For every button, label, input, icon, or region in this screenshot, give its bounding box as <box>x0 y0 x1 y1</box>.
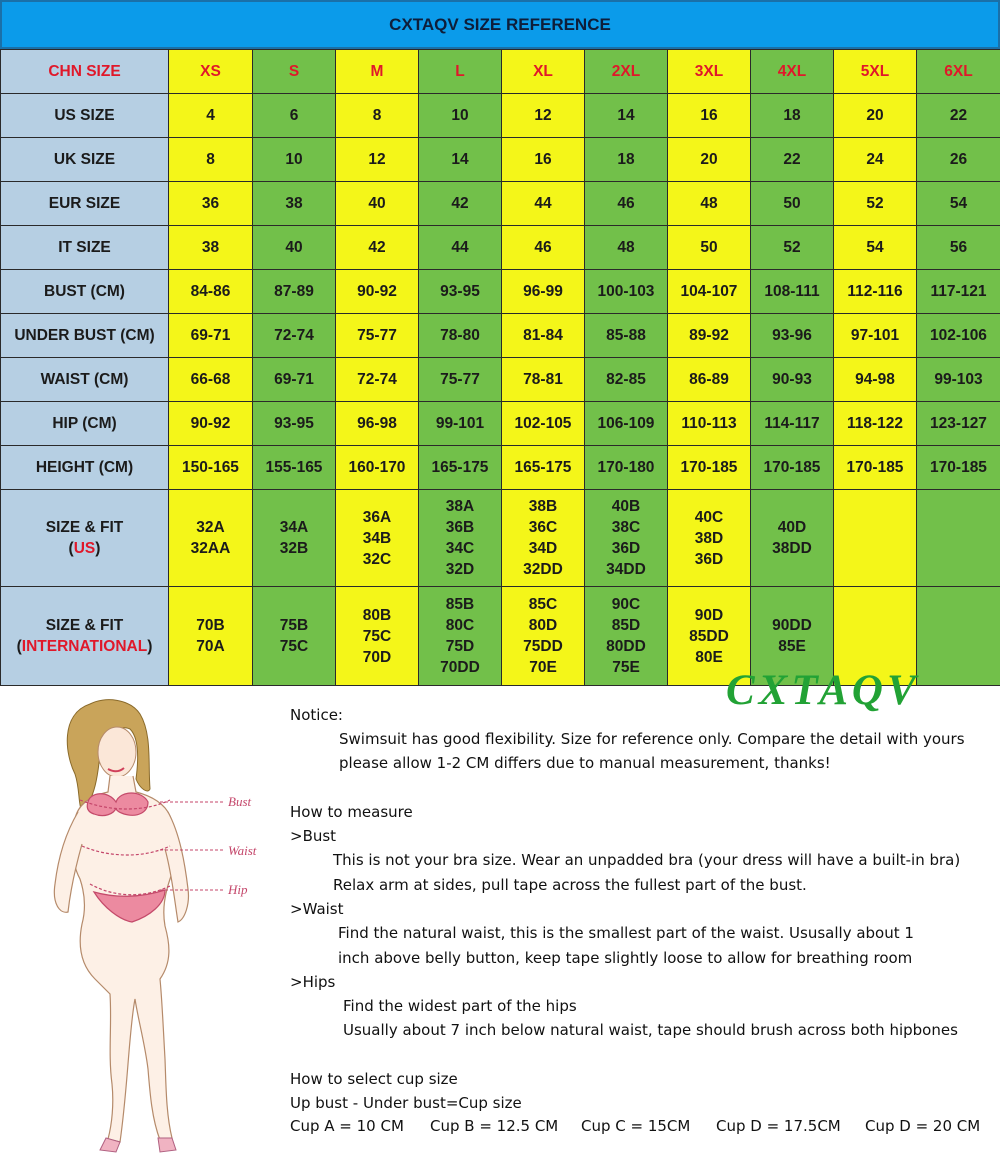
row-label: EUR SIZE <box>1 182 169 226</box>
row-label: IT SIZE <box>1 226 169 270</box>
fit-value: 70A <box>196 638 225 655</box>
size-cell: 48 <box>668 182 751 226</box>
fit-value: 40C <box>694 508 724 526</box>
row-label: CHN SIZE <box>1 50 169 94</box>
size-cell: 22 <box>917 94 1000 138</box>
fit-cell <box>419 490 502 587</box>
size-cell: 102-106 <box>917 314 1000 358</box>
size-cell: 108-111 <box>751 270 834 314</box>
fit-value: 38B <box>528 498 558 515</box>
size-cell: 78-80 <box>419 314 502 358</box>
size-cell: 46 <box>502 226 585 270</box>
row-label: HIP (CM) <box>1 402 169 446</box>
size-row <box>1 358 1000 402</box>
fit-value: 32AA <box>190 540 231 557</box>
size-row <box>1 94 1000 138</box>
size-cell: 165-175 <box>419 446 502 490</box>
size-cell: 44 <box>419 226 502 270</box>
fit-value: 36B <box>445 519 475 536</box>
size-cell: 94-98 <box>834 358 917 402</box>
size-cell: 4 <box>169 94 253 138</box>
size-cell: 38 <box>169 226 253 270</box>
fit-value: 40D <box>777 519 807 536</box>
chart-title: CXTAQV SIZE REFERENCE <box>0 0 1000 49</box>
size-cell: 38 <box>253 182 336 226</box>
hips-line-2: Usually about 7 inch below natural waist, tape should brush across both hipbones <box>343 1021 958 1039</box>
size-cell: 3XL <box>668 50 751 94</box>
size-cell: 10 <box>419 94 502 138</box>
size-cell: 2XL <box>585 50 668 94</box>
size-cell: 54 <box>834 226 917 270</box>
fit-label-sub: (INTERNATIONAL) <box>16 638 153 655</box>
size-cell: 14 <box>419 138 502 182</box>
size-cell: 99-101 <box>419 402 502 446</box>
fit-value: 90DD <box>772 617 812 634</box>
size-cell: 48 <box>585 226 668 270</box>
size-cell: 5XL <box>834 50 917 94</box>
fit-cell <box>917 490 1000 587</box>
fit-value: 80E <box>695 648 723 666</box>
size-cell: 160-170 <box>336 446 419 490</box>
size-cell: 86-89 <box>668 358 751 402</box>
notice-heading: Notice: <box>290 706 343 724</box>
size-cell: 72-74 <box>336 358 419 402</box>
size-cell: 170-180 <box>585 446 668 490</box>
size-cell: 90-92 <box>169 402 253 446</box>
size-cell: 93-95 <box>253 402 336 446</box>
size-cell: 78-81 <box>502 358 585 402</box>
size-cell: 93-95 <box>419 270 502 314</box>
notice-line-2: please allow 1-2 CM differs due to manual measurement, thanks! <box>339 754 831 772</box>
size-cell: 40 <box>253 226 336 270</box>
fit-cell <box>502 587 585 686</box>
cup-d: Cup D = 17.5CM <box>716 1117 841 1135</box>
fit-value: 38C <box>611 519 641 536</box>
size-cell: 8 <box>169 138 253 182</box>
size-cell: 82-85 <box>585 358 668 402</box>
size-cell: 50 <box>751 182 834 226</box>
row-label: UK SIZE <box>1 138 169 182</box>
size-cell: 84-86 <box>169 270 253 314</box>
size-cell: 165-175 <box>502 446 585 490</box>
fit-value: 85D <box>611 617 641 634</box>
fit-value: 38D <box>694 529 724 547</box>
fit-value: 85C <box>528 596 558 613</box>
size-cell: 97-101 <box>834 314 917 358</box>
size-row <box>1 138 1000 182</box>
row-label <box>1 587 169 686</box>
fit-cell <box>169 490 253 587</box>
size-cell: 18 <box>751 94 834 138</box>
size-cell: XL <box>502 50 585 94</box>
size-cell: 12 <box>336 138 419 182</box>
fit-value: 70B <box>196 617 225 634</box>
size-cell: 69-71 <box>169 314 253 358</box>
fit-cell <box>336 587 419 686</box>
size-cell: 110-113 <box>668 402 751 446</box>
cup-heading: How to select cup size <box>290 1070 458 1088</box>
size-cell: 150-165 <box>169 446 253 490</box>
size-cell: 69-71 <box>253 358 336 402</box>
size-cell: 52 <box>751 226 834 270</box>
size-cell: 118-122 <box>834 402 917 446</box>
size-cell: 56 <box>917 226 1000 270</box>
fit-label-sub: (US) <box>68 540 101 557</box>
cup-c: Cup C = 15CM <box>581 1117 691 1135</box>
size-cell: 102-105 <box>502 402 585 446</box>
bust-line-1: This is not your bra size. Wear an unpadded bra (your dress will have a built-in bra) <box>333 851 961 869</box>
size-cell: 75-77 <box>336 314 419 358</box>
size-cell: 26 <box>917 138 1000 182</box>
fit-value: 34A <box>279 519 309 536</box>
measure-heading: How to measure <box>290 803 413 821</box>
fit-value: 70DD <box>440 659 480 676</box>
waist-label: Waist <box>228 843 257 858</box>
fit-value: 32C <box>362 550 392 568</box>
size-cell: 20 <box>834 94 917 138</box>
size-cell: 75-77 <box>419 358 502 402</box>
bust-heading: >Bust <box>290 827 337 845</box>
size-cell: 4XL <box>751 50 834 94</box>
fit-cell <box>585 587 668 686</box>
size-cell: 170-185 <box>751 446 834 490</box>
fit-value: 36A <box>362 508 392 526</box>
size-cell: 12 <box>502 94 585 138</box>
fit-value: 90D <box>694 606 724 624</box>
fit-label-main: SIZE & FIT <box>45 617 124 634</box>
fit-value: 36D <box>694 550 724 568</box>
fit-value: 34C <box>445 540 475 557</box>
waist-line-2: inch above belly button, keep tape slightly loose to allow for breathing room <box>338 949 913 967</box>
fit-cell <box>419 587 502 686</box>
size-cell: 16 <box>668 94 751 138</box>
fit-value: 75DD <box>523 638 563 655</box>
fit-value: 80C <box>445 617 475 634</box>
fit-value: 75C <box>279 638 309 655</box>
fit-value: 32A <box>196 519 225 536</box>
size-cell: 87-89 <box>253 270 336 314</box>
size-cell: 170-185 <box>668 446 751 490</box>
hips-heading: >Hips <box>290 973 336 991</box>
size-cell: 117-121 <box>917 270 1000 314</box>
waist-line-1: Find the natural waist, this is the smallest part of the waist. Ususally about 1 <box>338 924 914 942</box>
size-cell: 16 <box>502 138 585 182</box>
size-cell: 66-68 <box>169 358 253 402</box>
fit-cell <box>336 490 419 587</box>
size-cell: 89-92 <box>668 314 751 358</box>
size-cell: M <box>336 50 419 94</box>
size-row <box>1 314 1000 358</box>
size-cell: 90-92 <box>336 270 419 314</box>
fit-cell <box>585 490 668 587</box>
size-cell: 96-99 <box>502 270 585 314</box>
cup-b: Cup B = 12.5 CM <box>430 1117 559 1135</box>
body-measurement-illustration <box>20 694 270 1154</box>
fit-value: 38DD <box>772 540 812 557</box>
size-cell: 40 <box>336 182 419 226</box>
size-row <box>1 402 1000 446</box>
fit-value: 85E <box>778 638 806 655</box>
size-cell: 20 <box>668 138 751 182</box>
fit-cell <box>253 587 336 686</box>
cup-d-2: Cup D = 20 CM <box>865 1117 981 1135</box>
brand-watermark: CXTAQV <box>726 667 920 714</box>
row-label: UNDER BUST (CM) <box>1 314 169 358</box>
fit-value: 32DD <box>523 561 563 578</box>
size-cell: 100-103 <box>585 270 668 314</box>
size-cell: L <box>419 50 502 94</box>
size-row <box>1 446 1000 490</box>
hips-line-1: Find the widest part of the hips <box>343 997 577 1015</box>
fit-value: 75E <box>612 659 640 676</box>
hip-label: Hip <box>228 882 248 897</box>
size-cell: 44 <box>502 182 585 226</box>
bust-label: Bust <box>228 794 252 809</box>
fit-cell <box>668 490 751 587</box>
fit-value: 90C <box>611 596 641 613</box>
size-cell: 42 <box>419 182 502 226</box>
fit-cell <box>751 490 834 587</box>
fit-value: 32D <box>445 561 475 578</box>
size-cell: 46 <box>585 182 668 226</box>
size-cell: 42 <box>336 226 419 270</box>
fit-value: 70E <box>529 659 557 676</box>
size-cell: 170-185 <box>917 446 1000 490</box>
size-cell: XS <box>169 50 253 94</box>
size-cell: 112-116 <box>834 270 917 314</box>
size-cell: 54 <box>917 182 1000 226</box>
row-label <box>1 490 169 587</box>
fit-value: 75C <box>362 627 392 645</box>
cup-formula: Up bust - Under bust=Cup size <box>290 1094 522 1112</box>
size-cell: 18 <box>585 138 668 182</box>
fit-label-main: SIZE & FIT <box>45 519 124 536</box>
size-cell: 10 <box>253 138 336 182</box>
size-cell: 6XL <box>917 50 1000 94</box>
row-label: WAIST (CM) <box>1 358 169 402</box>
fit-cell <box>169 587 253 686</box>
fit-value: 85B <box>445 596 475 613</box>
size-cell: 81-84 <box>502 314 585 358</box>
size-table <box>0 49 1000 686</box>
fit-value: 34DD <box>606 561 646 578</box>
size-cell: S <box>253 50 336 94</box>
fit-value: 75D <box>445 638 475 655</box>
size-cell: 90-93 <box>751 358 834 402</box>
size-cell: 72-74 <box>253 314 336 358</box>
fit-row <box>1 490 1000 587</box>
fit-value: 36C <box>528 519 558 536</box>
size-cell: 52 <box>834 182 917 226</box>
size-cell: 50 <box>668 226 751 270</box>
fit-value: 38A <box>445 498 475 515</box>
size-cell: 85-88 <box>585 314 668 358</box>
fit-cell <box>502 490 585 587</box>
fit-value: 75B <box>279 617 309 634</box>
size-cell: 106-109 <box>585 402 668 446</box>
bust-line-2: Relax arm at sides, pull tape across the fullest part of the bust. <box>333 876 807 894</box>
fit-cell <box>834 490 917 587</box>
fit-value: 70D <box>362 648 392 666</box>
size-cell: 104-107 <box>668 270 751 314</box>
row-label: US SIZE <box>1 94 169 138</box>
size-cell: 99-103 <box>917 358 1000 402</box>
fit-value: 85DD <box>689 627 729 645</box>
fit-value: 80D <box>528 617 558 634</box>
size-row <box>1 270 1000 314</box>
fit-value: 36D <box>611 540 641 557</box>
notice-line-1: Swimsuit has good flexibility. Size for reference only. Compare the detail with yours <box>339 730 965 748</box>
size-row <box>1 226 1000 270</box>
size-cell: 93-96 <box>751 314 834 358</box>
row-label: BUST (CM) <box>1 270 169 314</box>
size-cell: 22 <box>751 138 834 182</box>
waist-heading: >Waist <box>290 900 344 918</box>
fit-value: 80DD <box>606 638 646 655</box>
fit-value: 40B <box>611 498 641 515</box>
size-cell: 24 <box>834 138 917 182</box>
size-row <box>1 50 1000 94</box>
fit-cell <box>917 587 1000 686</box>
row-label: HEIGHT (CM) <box>1 446 169 490</box>
size-cell: 114-117 <box>751 402 834 446</box>
size-cell: 6 <box>253 94 336 138</box>
size-cell: 170-185 <box>834 446 917 490</box>
size-row <box>1 182 1000 226</box>
fit-value: 34B <box>362 529 392 547</box>
size-cell: 123-127 <box>917 402 1000 446</box>
size-cell: 155-165 <box>253 446 336 490</box>
size-cell: 96-98 <box>336 402 419 446</box>
cup-a: Cup A = 10 CM <box>290 1117 404 1135</box>
fit-value: 32B <box>279 540 309 557</box>
fit-value: 80B <box>362 606 392 624</box>
fit-value: 34D <box>528 540 558 557</box>
size-cell: 36 <box>169 182 253 226</box>
fit-cell <box>253 490 336 587</box>
size-cell: 8 <box>336 94 419 138</box>
size-cell: 14 <box>585 94 668 138</box>
